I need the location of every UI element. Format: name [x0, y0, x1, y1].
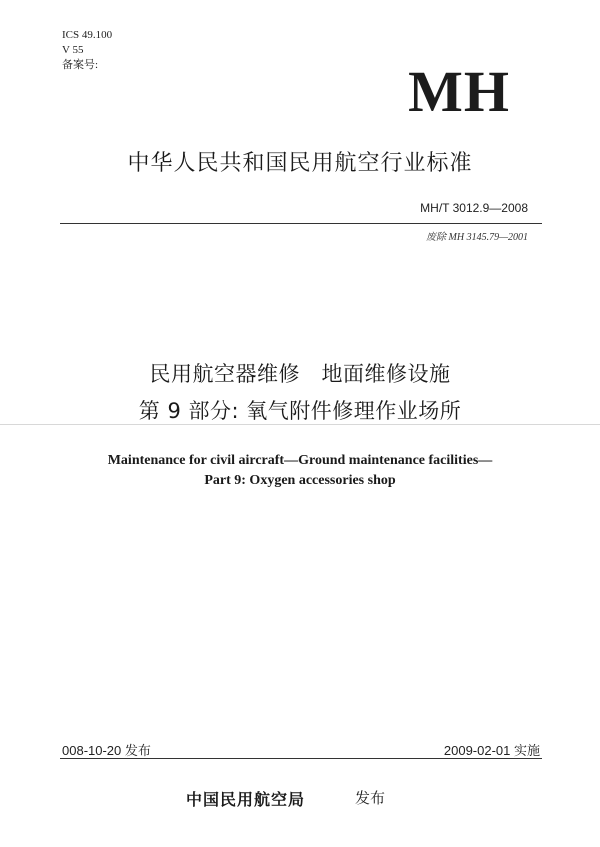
chinese-title-line-1: 民用航空器维修 地面维修设施	[149, 362, 451, 386]
replaces-standard: 废除 MH 3145.79—2001	[426, 232, 528, 243]
chinese-title-line-2: 第 9 部分: 氧气附件修理作业场所	[138, 399, 462, 423]
publisher-name: 中国民用航空局	[186, 790, 306, 809]
standard-number: MH/T 3012.9—2008	[420, 201, 528, 215]
category-code: V 55	[62, 44, 84, 56]
scan-artifact-line	[0, 424, 600, 425]
english-title-line-1: Maintenance for civil aircraft—Ground maintenance facilities—	[107, 453, 493, 468]
implementation-date: 2009-02-01 实施	[443, 743, 540, 758]
ics-code: ICS 49.100	[62, 29, 113, 41]
record-number-label: 备案号:	[62, 59, 99, 71]
publish-label: 发布	[355, 789, 386, 807]
header-divider	[60, 223, 542, 224]
footer-divider	[60, 758, 542, 759]
standard-title: 中华人民共和国民用航空行业标准	[127, 151, 473, 176]
english-title-line-2: Part 9: Oxygen accessories shop	[204, 473, 396, 488]
mh-logo: MH	[408, 59, 510, 124]
issue-date: 008-10-20 发布	[62, 743, 151, 758]
